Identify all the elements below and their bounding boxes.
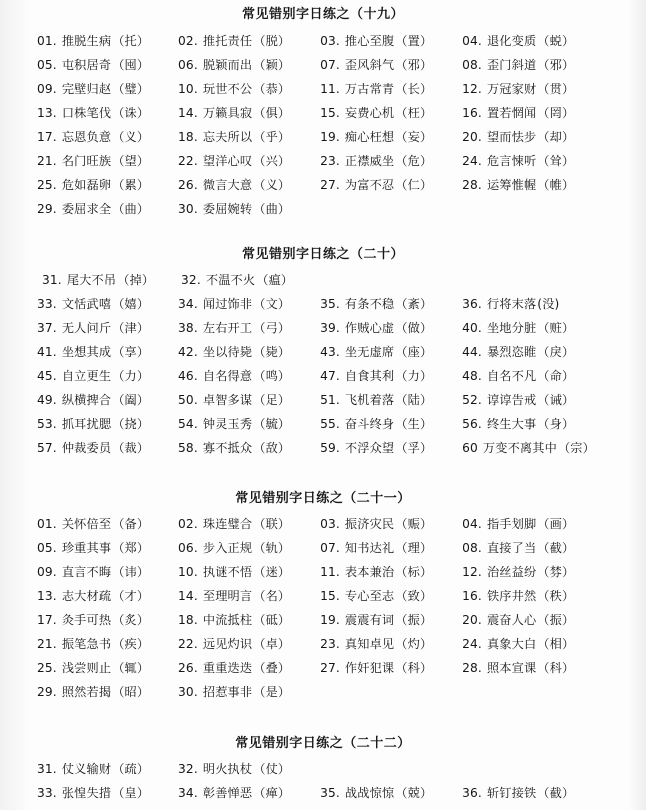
entry: 54. 钟灵玉秀（毓） [178,417,291,431]
entry: 39. 作贼心虚（做） [320,321,433,335]
entry-row [0,757,646,781]
entry: 56. 终生大事（身） [462,417,575,431]
entry: 03. 推心至腹（置） [320,34,433,48]
entry: 32. 不温不火（瘟） [181,273,294,287]
entry: 30. 招惹事非（是） [178,685,291,699]
entry: 18. 中流抵柱（砥） [178,613,291,627]
entry-row [0,292,646,316]
entry: 52. 谆谆告戒（诫） [462,393,575,407]
entry: 03. 振济灾民（赈） [320,517,433,531]
entry-row [0,512,646,536]
entry: 09. 完壁归赵（璧） [37,82,150,96]
section-rows [0,757,646,805]
entry: 47. 自食其利（力） [320,369,433,383]
section-title: 常见错别字日练之（二十二） [235,736,411,751]
entry-row [0,632,646,656]
entry: 41. 坐想其成（享） [37,345,150,359]
entry: 42. 坐以待毙（毙） [178,345,291,359]
entry: 07. 歪风斜气（邪） [320,58,433,72]
entry: 21. 振笔急书（疾） [37,637,150,651]
entry: 12. 万冠家财（贯） [462,82,575,96]
entry: 21. 名门旺族（望） [37,154,150,168]
entry: 25. 浅尝则止（辄） [37,661,150,675]
entry: 34. 彰善惮恶（瘅） [178,786,291,800]
entry: 33. 张惶失措（皇） [37,786,150,800]
entry: 26. 重重迭迭（叠） [178,661,291,675]
entry: 44. 暴烈恣睢（戾） [462,345,575,359]
entry: 59. 不浮众望（孚） [320,441,433,455]
entry: 19. 痴心枉想（妄） [320,130,433,144]
section-rows [0,268,646,460]
entry-row [0,340,646,364]
entry: 37. 无人问斤（津） [37,321,150,335]
entry-row [0,197,646,221]
entry: 57. 仲裁委员（裁） [37,441,150,455]
entry: 60 万变不离其中（宗） [462,441,595,455]
entry-row [0,29,646,53]
entry: 26. 微言大意（义） [178,178,291,192]
entry: 23. 正襟威坐（危） [320,154,433,168]
entry: 24. 真象大白（相） [462,637,575,651]
entry-row [0,560,646,584]
entry: 11. 万古常青（长） [320,82,433,96]
entry: 04. 指手划脚（画） [462,517,575,531]
entry: 35. 有条不稳（紊） [320,297,433,311]
entry-row [0,436,646,460]
entry: 02. 推托责任（脱） [178,34,291,48]
entry: 06. 步入正规（轨） [178,541,291,555]
entry-row [0,781,646,805]
entry: 06. 脱颖而出（颖） [178,58,291,72]
entry: 14. 至理明言（名） [178,589,291,603]
entry: 20. 震奋人心（振） [462,613,575,627]
entry: 34. 闻过饰非（文） [178,297,291,311]
entry: 31. 仗义输财（疏） [37,762,150,776]
entry: 35. 战战惊惊（兢） [320,786,433,800]
entry: 20. 望而怯步（却） [462,130,575,144]
entry: 22. 望洋心叹（兴） [178,154,291,168]
section-title: 常见错别字日练之（十九） [241,7,404,22]
entry-row [0,77,646,101]
entry: 36. 斩钉接铁（截） [462,786,575,800]
section-title: 常见错别字日练之（二十一） [235,491,411,506]
entry: 27. 为富不忍（仁） [320,178,433,192]
entry: 13. 口株笔伐（诛） [37,106,150,120]
entry-row [0,536,646,560]
entry: 16. 铁序井然（秩） [462,589,575,603]
entry: 09. 直言不晦（讳） [37,565,150,579]
entry: 50. 卓智多谋（足） [178,393,291,407]
entry: 28. 照本宣课（科） [462,661,575,675]
entry: 31. 尾大不吊（掉） [42,273,155,287]
entry: 29. 委屈求全（曲） [37,202,150,216]
entry: 30. 委屈婉转（曲） [178,202,291,216]
section-rows [0,512,646,704]
entry: 10. 玩世不公（恭） [178,82,291,96]
section-rows [0,29,646,221]
entry: 43. 坐无虚席（座） [320,345,433,359]
entry: 19. 震震有词（振） [320,613,433,627]
entry: 45. 自立更生（力） [37,369,150,383]
entry: 23. 真知卓见（灼） [320,637,433,651]
entry-row [0,101,646,125]
entry: 16. 置若惘闻（罔） [462,106,575,120]
entry: 49. 纵横捭合（阖） [37,393,150,407]
entry-row [0,53,646,77]
entry: 12. 治丝益纷（棼） [462,565,575,579]
entry: 29. 照然若揭（昭） [37,685,150,699]
entry-row [0,584,646,608]
entry-row [0,125,646,149]
entry: 15. 专心至志（致） [320,589,433,603]
entry: 51. 飞机着落（陆） [320,393,433,407]
entry-row [0,388,646,412]
entry-row [0,149,646,173]
entry: 08. 直接了当（截） [462,541,575,555]
entry: 33. 文恬武嘻（嬉） [37,297,150,311]
entry-row [0,412,646,436]
entry: 05. 珍重其事（郑） [37,541,150,555]
entry: 27. 作奸犯课（科） [320,661,433,675]
entry: 14. 万籁具寂（俱） [178,106,291,120]
entry: 48. 自名不凡（命） [462,369,575,383]
entry: 01. 推脱生病（托） [37,34,150,48]
entry: 11. 表本兼治（标） [320,565,433,579]
entry: 04. 退化变质（蜕） [462,34,575,48]
entry: 46. 自名得意（鸣） [178,369,291,383]
entry: 36. 行将末落(没) [462,297,560,311]
entry: 07. 知书达礼（理） [320,541,433,555]
entry: 24. 危言悚听（耸） [462,154,575,168]
entry: 22. 远见灼识（卓） [178,637,291,651]
entry: 17. 灸手可热（炙） [37,613,150,627]
entry-row [0,316,646,340]
entry-row [0,173,646,197]
entry: 55. 奋斗终身（生） [320,417,433,431]
entry: 58. 寡不抵众（敌） [178,441,291,455]
entry: 08. 歪门斜道（邪） [462,58,575,72]
entry: 28. 运筹惟幄（帷） [462,178,575,192]
entry-row [0,268,646,292]
entry: 32. 明火执杖（仗） [178,762,291,776]
entry: 18. 忘夫所以（乎） [178,130,291,144]
section-title: 常见错别字日练之（二十） [241,247,404,262]
entry: 15. 妄费心机（枉） [320,106,433,120]
entry: 05. 屯积居奇（囤） [37,58,150,72]
entry: 40. 坐地分脏（赃） [462,321,575,335]
entry: 17. 忘恩负意（义） [37,130,150,144]
entry-row [0,608,646,632]
entry: 10. 执谜不悟（迷） [178,565,291,579]
entry: 25. 危如磊卵（累） [37,178,150,192]
entry-row [0,680,646,704]
entry: 13. 志大材疏（才） [37,589,150,603]
entry-row [0,656,646,680]
entry: 53. 抓耳扰腮（挠） [37,417,150,431]
entry: 02. 珠连璧合（联） [178,517,291,531]
entry-row [0,364,646,388]
entry: 01. 关怀倍至（备） [37,517,150,531]
entry: 38. 左右开工（弓） [178,321,291,335]
